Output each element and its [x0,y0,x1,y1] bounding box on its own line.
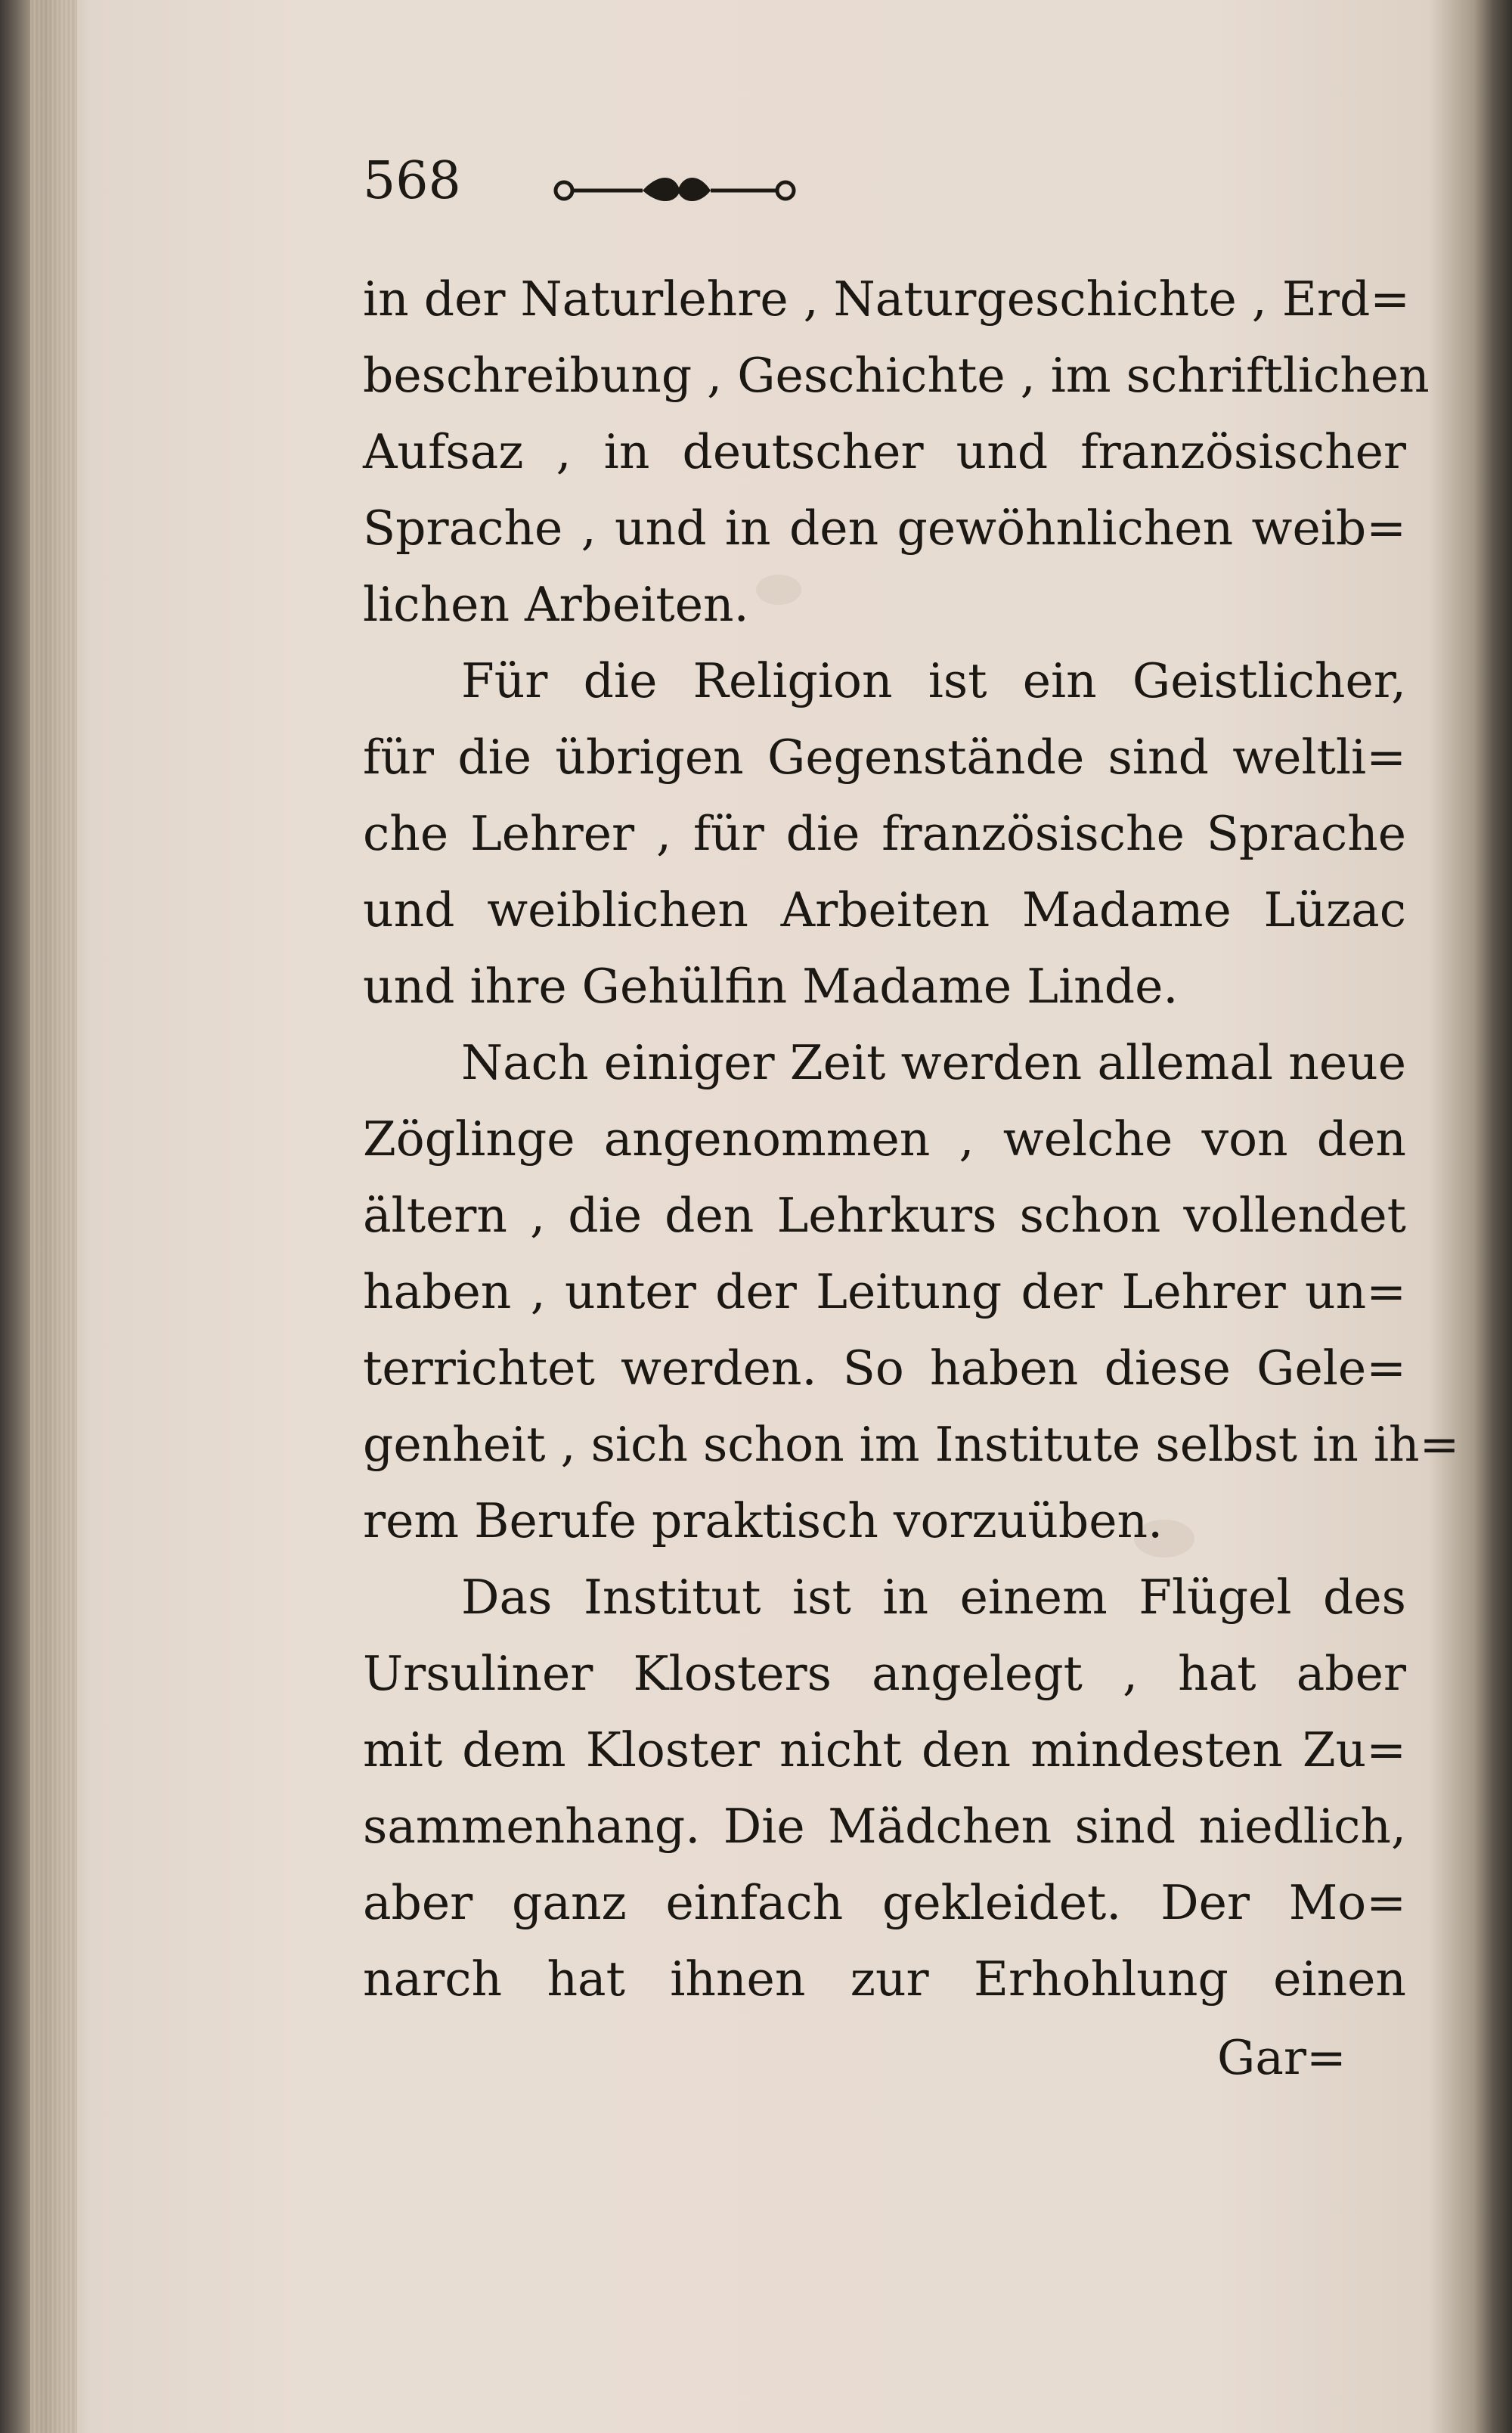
text-line: beschreibung , Geschichte , im schriftlichen [363,348,1430,403]
text-line: sammenhang. Die Mädchen sind niedlich, [363,1799,1406,1854]
text-line: haben , unter der Leitung der Lehrer un= [363,1264,1406,1319]
text-line: Nach einiger Zeit werden allemal neue [461,1035,1406,1090]
page-number: 568 [363,151,461,211]
book-page [76,0,1482,2433]
text-line: mit dem Kloster nicht den mindesten Zu= [363,1722,1406,1777]
text-line: Aufsaz , in deutscher und französischer [363,424,1406,479]
text-line: lichen Arbeiten. [363,577,749,632]
text-line: che Lehrer , für die französische Sprache [363,806,1406,861]
text-line: und weiblichen Arbeiten Madame Lüzac [363,882,1406,938]
header-ornament-icon [552,168,798,209]
text-line: narch hat ihnen zur Erhohlung einen [363,1951,1406,2007]
text-line: aber ganz einfach gekleidet. Der Mo= [363,1875,1406,1930]
text-line: Zöglinge angenommen , welche von den [363,1111,1406,1167]
text-line: Sprache , und in den gewöhnlichen weib= [363,501,1406,556]
running-header [363,151,1043,219]
text-line: genheit , sich schon im Institute selbst in ih= [363,1417,1460,1472]
body-text [363,261,1460,2017]
text-line: Für die Religion ist ein Geistlicher, [461,653,1406,708]
stacked-page-edges [30,0,77,2433]
text-line: rem Berufe praktisch vorzuüben. [363,1493,1163,1548]
text-line: für die übrigen Gegenstände sind weltli= [363,730,1406,785]
text-line: terrichtet werden. So haben diese Gele= [363,1340,1406,1396]
text-line: ältern , die den Lehrkurs schon vollendet [363,1188,1406,1243]
catchword: Gar= [1217,2030,1346,2085]
text-line: Das Institut ist in einem Flügel des [461,1570,1406,1625]
text-line: in der Naturlehre , Naturgeschichte , Erd= [363,271,1411,327]
text-line: und ihre Gehülfin Madame Linde. [363,959,1179,1014]
text-line: Ursuliner Klosters angelegt , hat aber [363,1646,1406,1701]
